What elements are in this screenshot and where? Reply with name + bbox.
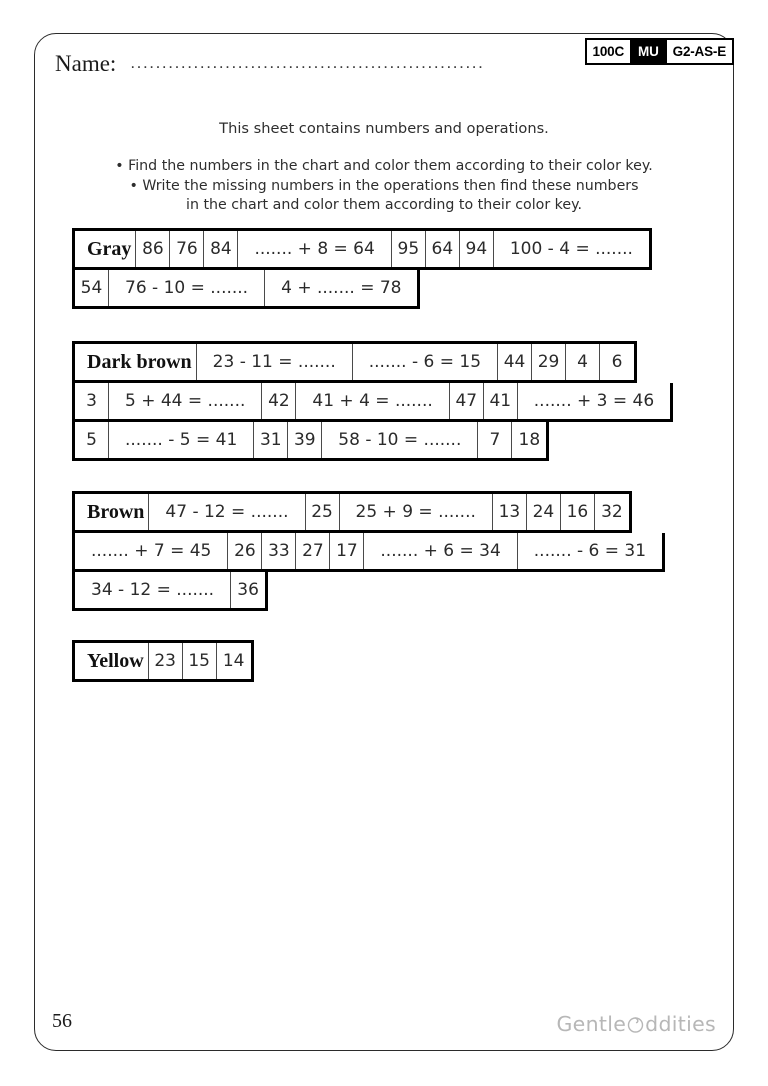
color-key-label: Yellow <box>75 643 149 679</box>
operation-cell[interactable]: 5 + 44 = ....... <box>109 383 262 419</box>
logo-text-suffix: ddities <box>645 1012 716 1036</box>
number-cell: 18 <box>518 430 541 450</box>
color-group-brown <box>72 491 665 611</box>
number-cell: 26 <box>228 533 262 569</box>
number-cell: 3 <box>75 383 109 419</box>
table-row <box>72 640 254 682</box>
table-row <box>72 228 652 270</box>
number-cell: 32 <box>601 502 623 522</box>
page-number: 56 <box>52 1010 72 1032</box>
intro-text: This sheet contains numbers and operations. <box>219 120 549 137</box>
number-cell: 25 <box>306 494 340 530</box>
number-cell: 4 <box>566 344 600 380</box>
color-group-dark-brown <box>72 341 673 461</box>
number-cell: 23 <box>149 643 183 679</box>
number-cell: 86 <box>136 231 170 267</box>
number-cell: 41 <box>484 383 518 419</box>
header-badge-2: MU <box>630 40 665 63</box>
table-row <box>72 422 549 461</box>
operation-cell[interactable]: ....... + 3 = 46 <box>533 391 655 411</box>
number-cell: 94 <box>460 231 494 267</box>
operation-cell[interactable]: 4 + ....... = 78 <box>281 278 402 298</box>
number-cell: 39 <box>288 422 322 458</box>
instruction-line-3: in the chart and color them according to their color key. <box>186 197 582 213</box>
number-cell: 15 <box>183 643 217 679</box>
name-input-line[interactable]: ........................................................ <box>130 53 485 72</box>
header-badge-1: 100C <box>587 40 630 63</box>
brand-logo <box>557 1012 717 1036</box>
number-cell: 76 <box>170 231 204 267</box>
header-badge-3: G2-AS-E <box>665 40 732 63</box>
name-field-row <box>55 52 575 75</box>
instruction-line-2: • Write the missing numbers in the operations then find these numbers <box>129 177 639 194</box>
number-cell: 5 <box>75 422 109 458</box>
table-row <box>72 572 268 611</box>
operation-cell[interactable]: 47 - 12 = ....... <box>149 494 305 530</box>
color-key-label: Brown <box>75 494 149 530</box>
operation-cell[interactable]: ....... - 6 = 15 <box>353 344 498 380</box>
operation-cell[interactable]: 58 - 10 = ....... <box>322 422 478 458</box>
operation-cell[interactable]: ....... + 6 = 34 <box>364 533 517 569</box>
operation-cell[interactable]: 41 + 4 = ....... <box>296 383 449 419</box>
number-cell: 36 <box>237 580 259 600</box>
number-cell: 54 <box>75 270 109 306</box>
color-key-label: Dark brown <box>75 344 197 380</box>
table-row <box>72 341 637 383</box>
number-cell: 14 <box>222 651 245 671</box>
number-cell: 31 <box>254 422 288 458</box>
instruction-bullets <box>0 157 768 216</box>
name-label: Name: <box>55 51 117 76</box>
color-group-gray <box>72 228 652 309</box>
number-cell: 29 <box>532 344 566 380</box>
operation-cell[interactable]: 34 - 12 = ....... <box>75 572 231 608</box>
operation-cell[interactable]: 25 + 9 = ....... <box>340 494 493 530</box>
color-group-yellow <box>72 640 254 682</box>
number-cell: 42 <box>262 383 296 419</box>
number-cell: 64 <box>426 231 460 267</box>
number-cell: 24 <box>527 494 561 530</box>
number-cell: 6 <box>611 352 623 372</box>
number-cell: 17 <box>330 533 364 569</box>
header-badge-strip <box>585 38 734 65</box>
operation-cell[interactable]: 76 - 10 = ....... <box>109 270 265 306</box>
operation-cell[interactable]: 100 - 4 = ....... <box>509 239 633 259</box>
logo-o-icon <box>627 1014 644 1031</box>
logo-text-prefix: Gentle <box>556 1012 627 1036</box>
table-row <box>72 491 632 533</box>
operation-cell[interactable]: ....... + 8 = 64 <box>238 231 391 267</box>
table-row <box>72 383 673 422</box>
color-key-label: Gray <box>75 231 136 267</box>
table-row <box>72 270 420 309</box>
number-cell: 16 <box>561 494 595 530</box>
instruction-line-1: • Find the numbers in the chart and color them according to their color key. <box>115 158 653 174</box>
number-cell: 27 <box>296 533 330 569</box>
operation-cell[interactable]: ....... + 7 = 45 <box>75 533 228 569</box>
number-cell: 44 <box>498 344 532 380</box>
number-cell: 95 <box>392 231 426 267</box>
operation-cell[interactable]: ....... - 5 = 41 <box>109 422 254 458</box>
table-row <box>72 533 665 572</box>
number-cell: 84 <box>204 231 238 267</box>
operation-cell[interactable]: ....... - 6 = 31 <box>533 541 647 561</box>
number-cell: 33 <box>262 533 296 569</box>
number-cell: 13 <box>493 494 527 530</box>
number-cell: 47 <box>450 383 484 419</box>
operation-cell[interactable]: 23 - 11 = ....... <box>197 344 353 380</box>
number-cell: 7 <box>478 422 512 458</box>
